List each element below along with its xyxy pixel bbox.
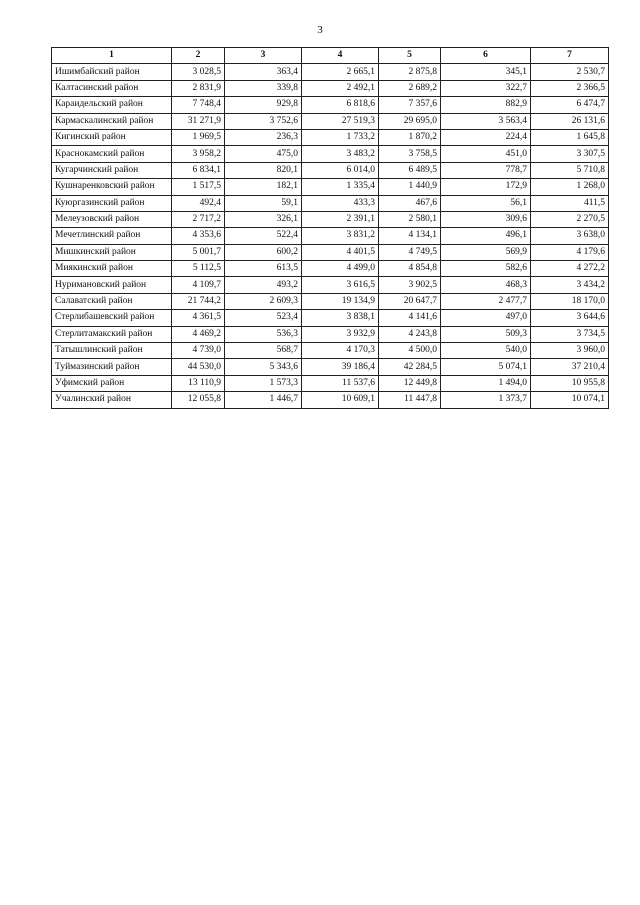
value-cell: 182,1	[225, 179, 302, 195]
value-cell: 4 854,8	[379, 261, 441, 277]
district-name-cell: Туймазинский район	[52, 359, 172, 375]
value-cell: 467,6	[379, 195, 441, 211]
value-cell: 10 074,1	[531, 392, 609, 408]
table-row	[52, 97, 609, 113]
table-row	[52, 277, 609, 293]
value-cell: 493,2	[225, 277, 302, 293]
value-cell: 3 958,2	[172, 146, 225, 162]
value-cell: 4 499,0	[302, 261, 379, 277]
value-cell: 6 489,5	[379, 162, 441, 178]
value-cell: 433,3	[302, 195, 379, 211]
value-cell: 6 014,0	[302, 162, 379, 178]
value-cell: 613,5	[225, 261, 302, 277]
value-cell: 3 838,1	[302, 310, 379, 326]
value-cell: 4 170,3	[302, 343, 379, 359]
value-cell: 6 818,6	[302, 97, 379, 113]
table-row	[52, 113, 609, 129]
value-cell: 236,3	[225, 129, 302, 145]
value-cell: 19 134,9	[302, 293, 379, 309]
value-cell: 2 665,1	[302, 64, 379, 80]
value-cell: 3 616,5	[302, 277, 379, 293]
value-cell: 3 644,6	[531, 310, 609, 326]
value-cell: 1 517,5	[172, 179, 225, 195]
value-cell: 2 366,5	[531, 80, 609, 96]
district-name-cell: Уфимский район	[52, 375, 172, 391]
value-cell: 600,2	[225, 244, 302, 260]
value-cell: 2 831,9	[172, 80, 225, 96]
table-row	[52, 228, 609, 244]
value-cell: 59,1	[225, 195, 302, 211]
table-row	[52, 179, 609, 195]
value-cell: 4 179,6	[531, 244, 609, 260]
value-cell: 39 186,4	[302, 359, 379, 375]
value-cell: 4 134,1	[379, 228, 441, 244]
column-header: 1	[52, 48, 172, 64]
value-cell: 496,1	[441, 228, 531, 244]
value-cell: 5 112,5	[172, 261, 225, 277]
value-cell: 56,1	[441, 195, 531, 211]
value-cell: 582,6	[441, 261, 531, 277]
column-header: 3	[225, 48, 302, 64]
table-row	[52, 80, 609, 96]
district-name-cell: Куюргазинский район	[52, 195, 172, 211]
value-cell: 2 689,2	[379, 80, 441, 96]
value-cell: 411,5	[531, 195, 609, 211]
value-cell: 172,9	[441, 179, 531, 195]
value-cell: 7 357,6	[379, 97, 441, 113]
value-cell: 5 343,6	[225, 359, 302, 375]
district-name-cell: Ишимбайский район	[52, 64, 172, 80]
district-name-cell: Мелеузовский район	[52, 211, 172, 227]
value-cell: 363,4	[225, 64, 302, 80]
value-cell: 44 530,0	[172, 359, 225, 375]
value-cell: 2 717,2	[172, 211, 225, 227]
district-name-cell: Кугарчинский район	[52, 162, 172, 178]
value-cell: 3 902,5	[379, 277, 441, 293]
value-cell: 224,4	[441, 129, 531, 145]
value-cell: 10 955,8	[531, 375, 609, 391]
value-cell: 4 243,8	[379, 326, 441, 342]
value-cell: 1 440,9	[379, 179, 441, 195]
value-cell: 3 831,2	[302, 228, 379, 244]
value-cell: 5 710,8	[531, 162, 609, 178]
table-header-row	[52, 48, 609, 64]
column-header: 7	[531, 48, 609, 64]
table-row	[52, 162, 609, 178]
value-cell: 10 609,1	[302, 392, 379, 408]
district-name-cell: Салаватский район	[52, 293, 172, 309]
value-cell: 451,0	[441, 146, 531, 162]
value-cell: 509,3	[441, 326, 531, 342]
value-cell: 4 141,6	[379, 310, 441, 326]
table-row	[52, 293, 609, 309]
value-cell: 1 969,5	[172, 129, 225, 145]
value-cell: 339,8	[225, 80, 302, 96]
value-cell: 1 268,0	[531, 179, 609, 195]
value-cell: 26 131,6	[531, 113, 609, 129]
value-cell: 2 609,3	[225, 293, 302, 309]
value-cell: 29 695,0	[379, 113, 441, 129]
value-cell: 522,4	[225, 228, 302, 244]
table-row	[52, 326, 609, 342]
value-cell: 42 284,5	[379, 359, 441, 375]
value-cell: 2 492,1	[302, 80, 379, 96]
value-cell: 1 733,2	[302, 129, 379, 145]
value-cell: 309,6	[441, 211, 531, 227]
value-cell: 3 638,0	[531, 228, 609, 244]
value-cell: 345,1	[441, 64, 531, 80]
page-number: 3	[317, 24, 323, 36]
table-row	[52, 244, 609, 260]
value-cell: 5 001,7	[172, 244, 225, 260]
value-cell: 4 353,6	[172, 228, 225, 244]
value-cell: 569,9	[441, 244, 531, 260]
value-cell: 2 477,7	[441, 293, 531, 309]
value-cell: 4 401,5	[302, 244, 379, 260]
table-row	[52, 375, 609, 391]
value-cell: 929,8	[225, 97, 302, 113]
value-cell: 21 744,2	[172, 293, 225, 309]
value-cell: 37 210,4	[531, 359, 609, 375]
value-cell: 6 834,1	[172, 162, 225, 178]
value-cell: 5 074,1	[441, 359, 531, 375]
value-cell: 12 449,8	[379, 375, 441, 391]
value-cell: 11 447,8	[379, 392, 441, 408]
value-cell: 820,1	[225, 162, 302, 178]
value-cell: 326,1	[225, 211, 302, 227]
table-row	[52, 64, 609, 80]
value-cell: 1 373,7	[441, 392, 531, 408]
district-name-cell: Мишкинский район	[52, 244, 172, 260]
value-cell: 13 110,9	[172, 375, 225, 391]
value-cell: 3 307,5	[531, 146, 609, 162]
value-cell: 2 530,7	[531, 64, 609, 80]
district-name-cell: Кармаскалинский район	[52, 113, 172, 129]
value-cell: 3 734,5	[531, 326, 609, 342]
value-cell: 18 170,0	[531, 293, 609, 309]
value-cell: 475,0	[225, 146, 302, 162]
value-cell: 3 932,9	[302, 326, 379, 342]
table-row	[52, 343, 609, 359]
value-cell: 2 875,8	[379, 64, 441, 80]
district-name-cell: Миякинский район	[52, 261, 172, 277]
table-row	[52, 261, 609, 277]
column-header: 6	[441, 48, 531, 64]
district-name-cell: Стерлибашевский район	[52, 310, 172, 326]
value-cell: 322,7	[441, 80, 531, 96]
table-row	[52, 359, 609, 375]
district-name-cell: Калтасинский район	[52, 80, 172, 96]
value-cell: 4 739,0	[172, 343, 225, 359]
value-cell: 540,0	[441, 343, 531, 359]
value-cell: 4 500,0	[379, 343, 441, 359]
table-row	[52, 146, 609, 162]
value-cell: 882,9	[441, 97, 531, 113]
value-cell: 20 647,7	[379, 293, 441, 309]
value-cell: 12 055,8	[172, 392, 225, 408]
value-cell: 3 434,2	[531, 277, 609, 293]
table-row	[52, 392, 609, 408]
value-cell: 2 270,5	[531, 211, 609, 227]
district-name-cell: Краснокамский район	[52, 146, 172, 162]
district-name-cell: Учалинский район	[52, 392, 172, 408]
value-cell: 497,0	[441, 310, 531, 326]
value-cell: 27 519,3	[302, 113, 379, 129]
district-name-cell: Кушнаренковский район	[52, 179, 172, 195]
value-cell: 4 469,2	[172, 326, 225, 342]
value-cell: 4 749,5	[379, 244, 441, 260]
value-cell: 2 580,1	[379, 211, 441, 227]
district-data-table	[51, 47, 609, 409]
value-cell: 6 474,7	[531, 97, 609, 113]
value-cell: 2 391,1	[302, 211, 379, 227]
value-cell: 3 752,6	[225, 113, 302, 129]
value-cell: 1 335,4	[302, 179, 379, 195]
column-header: 5	[379, 48, 441, 64]
value-cell: 3 483,2	[302, 146, 379, 162]
table-row	[52, 310, 609, 326]
district-name-cell: Кигинский район	[52, 129, 172, 145]
column-header: 4	[302, 48, 379, 64]
value-cell: 31 271,9	[172, 113, 225, 129]
value-cell: 4 361,5	[172, 310, 225, 326]
district-name-cell: Нуримановский район	[52, 277, 172, 293]
district-name-cell: Караидельский район	[52, 97, 172, 113]
value-cell: 536,3	[225, 326, 302, 342]
value-cell: 468,3	[441, 277, 531, 293]
column-header: 2	[172, 48, 225, 64]
district-name-cell: Мечетлинский район	[52, 228, 172, 244]
value-cell: 778,7	[441, 162, 531, 178]
value-cell: 4 109,7	[172, 277, 225, 293]
value-cell: 1 870,2	[379, 129, 441, 145]
table-row	[52, 211, 609, 227]
value-cell: 492,4	[172, 195, 225, 211]
value-cell: 3 758,5	[379, 146, 441, 162]
value-cell: 1 494,0	[441, 375, 531, 391]
value-cell: 11 537,6	[302, 375, 379, 391]
value-cell: 3 563,4	[441, 113, 531, 129]
table-row	[52, 129, 609, 145]
value-cell: 7 748,4	[172, 97, 225, 113]
table-row	[52, 195, 609, 211]
value-cell: 3 028,5	[172, 64, 225, 80]
value-cell: 523,4	[225, 310, 302, 326]
district-name-cell: Стерлитамакский район	[52, 326, 172, 342]
value-cell: 1 446,7	[225, 392, 302, 408]
value-cell: 568,7	[225, 343, 302, 359]
value-cell: 4 272,2	[531, 261, 609, 277]
value-cell: 1 573,3	[225, 375, 302, 391]
value-cell: 3 960,0	[531, 343, 609, 359]
district-name-cell: Татышлинский район	[52, 343, 172, 359]
value-cell: 1 645,8	[531, 129, 609, 145]
